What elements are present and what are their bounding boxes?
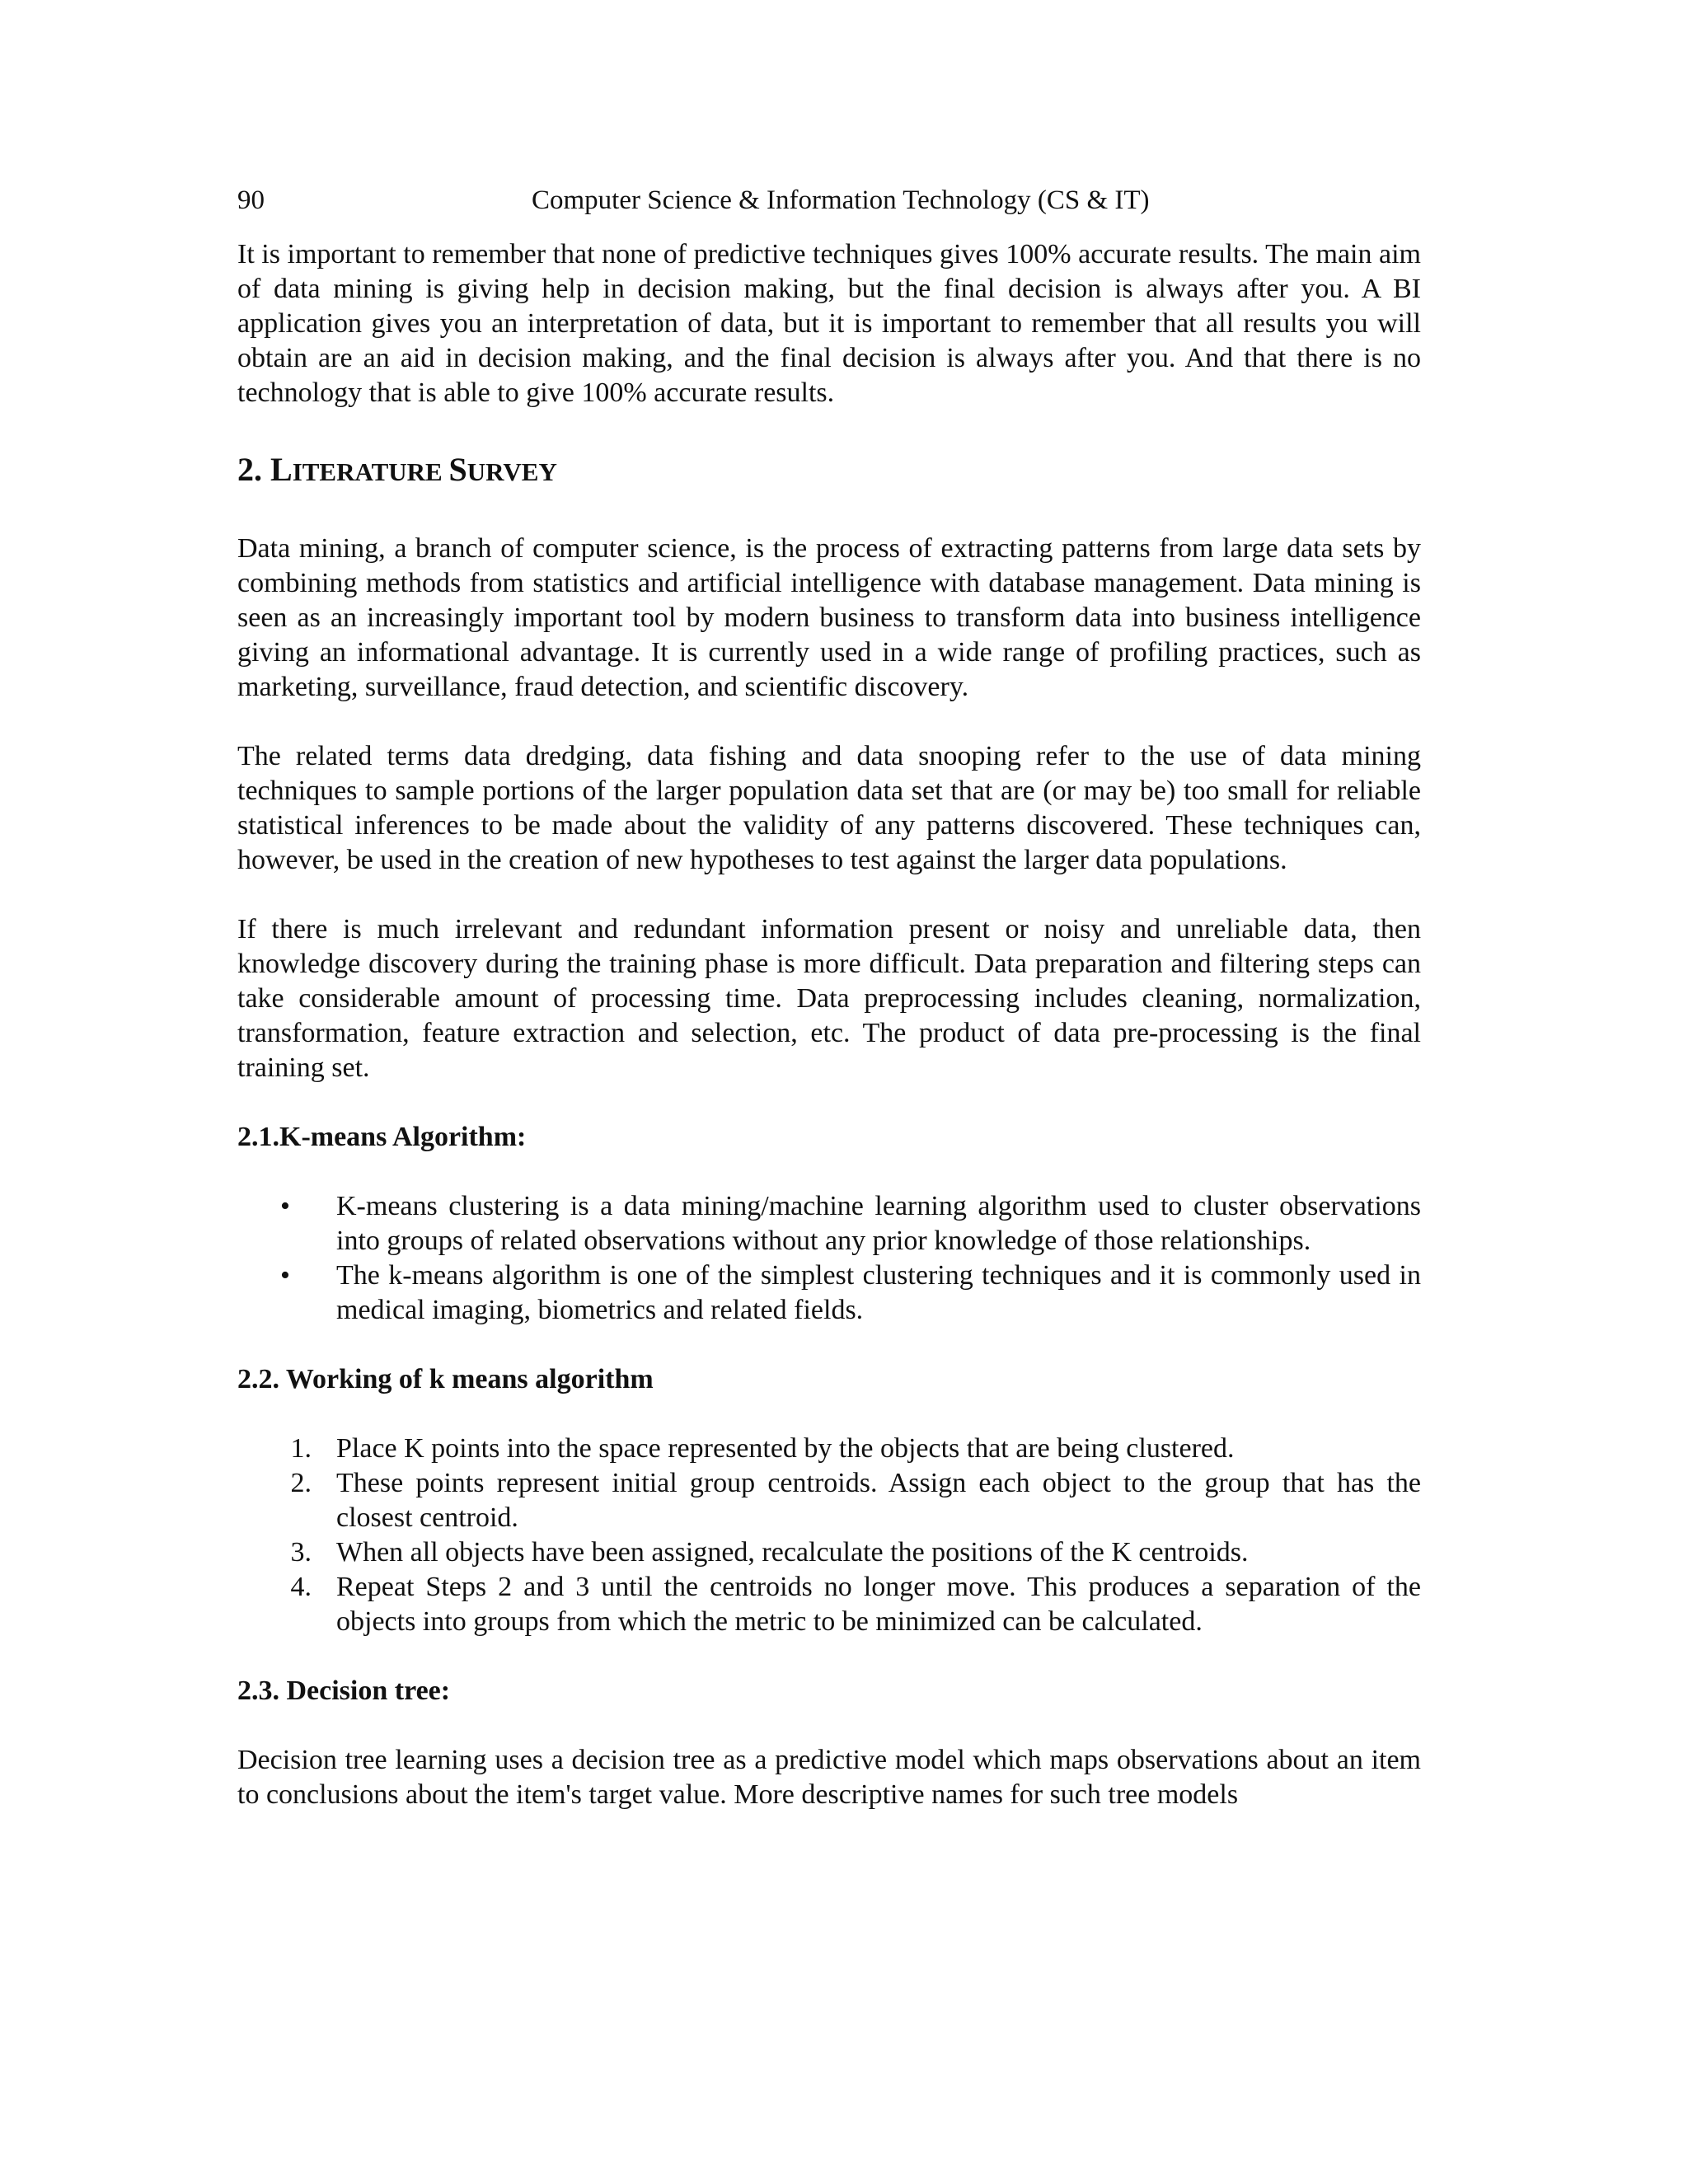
list-item: [237, 1189, 1421, 1258]
kmeans-bullet-list: [237, 1189, 1421, 1328]
paragraph-data-mining: Data mining, a branch of computer science, is the process of extracting patterns from large data sets by combining methods from statistics and artificial intelligence with database management. Data mining is seen as an increasingly important tool by modern business to transform data into business intelligence giving an informational advantage. It is currently used in a wide range of profiling practices, such as marketing, surveillance, fraud detection, and scientific discovery.: [237, 533, 1421, 702]
step-number: 3.: [290, 1537, 312, 1568]
step-number: 2.: [290, 1468, 312, 1498]
list-item: [237, 1466, 1421, 1535]
bullet-icon: •: [280, 1260, 290, 1291]
list-item-text: Place K points into the space represented by the objects that are being clustered.: [336, 1433, 1235, 1464]
paragraph-data-preparation: If there is much irrelevant and redundant information present or noisy and unreliable data, then knowledge discovery during the training phase is more difficult. Data preparation and filtering steps can take considerable amount of processing time. Data preprocessing includes cleaning, normalization, transformation, feature extraction and selection, etc. The product of data pre-processing is the final training set.: [237, 914, 1421, 1083]
subsection-heading-working-kmeans: 2.2. Working of k means algorithm: [237, 1364, 654, 1394]
section-title-cap-2: S: [448, 451, 467, 488]
subsection-heading-kmeans: 2.1.K-means Algorithm:: [237, 1122, 527, 1152]
kmeans-steps-list: [237, 1432, 1421, 1639]
step-number: 1.: [290, 1433, 312, 1464]
intro-paragraph: It is important to remember that none of predictive techniques gives 100% accurate results. The main aim of data mining is giving help in decision making, but the final decision is always after you. A BI application gives you an interpretation of data, but it is important to remember that all results you will obtain are an aid in decision making, and the final decision is always after you. And that there is no technology that is able to give 100% accurate results.: [237, 239, 1421, 408]
section-title-rest-2: URVEY: [467, 457, 557, 486]
list-item: [237, 1535, 1421, 1570]
list-item-text: The k-means algorithm is one of the simplest clustering techniques and it is commonly used in medical imaging, biometrics and related fields.: [336, 1260, 1421, 1325]
running-head: Computer Science & Information Technology (CS & IT): [532, 185, 1150, 215]
section-number: 2.: [237, 451, 270, 488]
list-item: [237, 1432, 1421, 1466]
list-item: [237, 1258, 1421, 1328]
list-item-text: K-means clustering is a data mining/machine learning algorithm used to cluster observations into groups of related observations without any prior knowledge of those relationships.: [336, 1191, 1421, 1256]
page-number: 90: [237, 185, 265, 215]
page-body: [237, 237, 1421, 1812]
step-number: 4.: [290, 1572, 312, 1602]
paragraph-decision-tree: Decision tree learning uses a decision tree as a predictive model which maps observations about an item to conclusions about the item's target value. More descriptive names for such tree models: [237, 1745, 1421, 1810]
list-item-text: These points represent initial group centroids. Assign each object to the group that has the closest centroid.: [336, 1468, 1421, 1533]
section-heading-literature-survey: [237, 450, 1421, 492]
paragraph-related-terms: The related terms data dredging, data fishing and data snooping refer to the use of data mining techniques to sample portions of the larger population data set that are (or may be) too small for reliable statistical inferences to be made about the validity of any patterns discovered. These techniques can, however, be used in the creation of new hypotheses to test against the larger data populations.: [237, 741, 1421, 875]
list-item-text: When all objects have been assigned, recalculate the positions of the K centroids.: [336, 1537, 1249, 1568]
list-item: [237, 1570, 1421, 1639]
section-title-rest-1: ITERATURE: [292, 457, 449, 486]
section-title-cap-1: L: [270, 451, 293, 488]
bullet-icon: •: [280, 1191, 290, 1221]
list-item-text: Repeat Steps 2 and 3 until the centroids no longer move. This produces a separation of the objects into groups from which the metric to be minimized can be calculated.: [336, 1572, 1421, 1637]
subsection-heading-decision-tree: 2.3. Decision tree:: [237, 1675, 451, 1706]
